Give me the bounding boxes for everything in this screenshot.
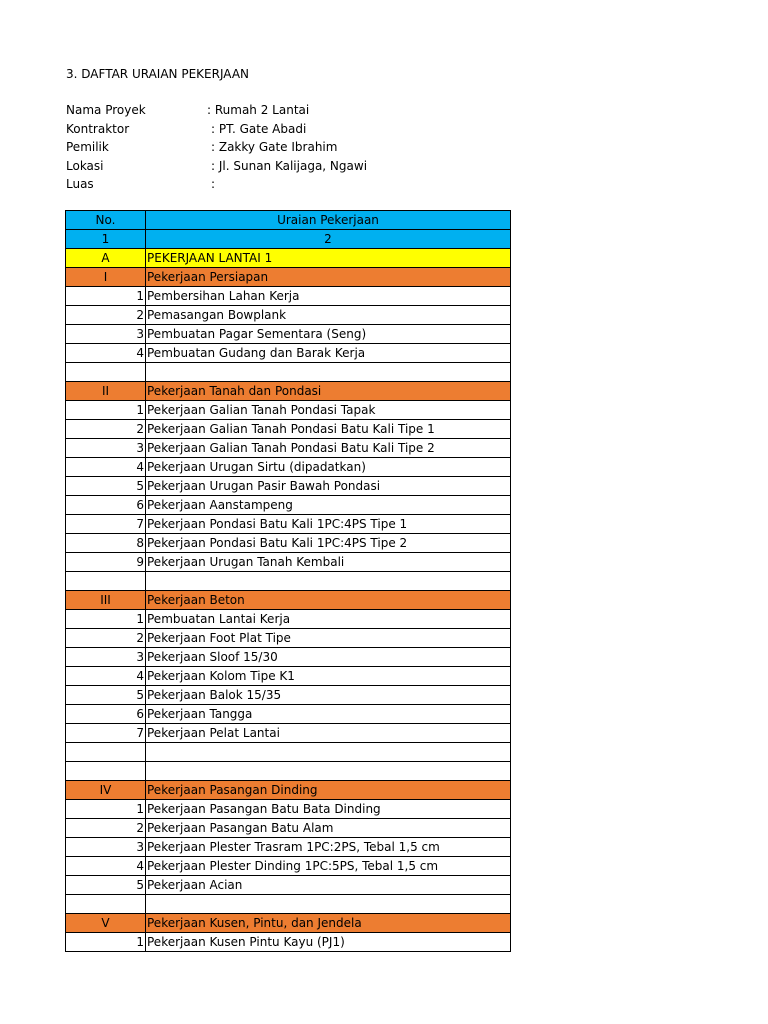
blank-row [66,762,511,781]
blank-row [66,363,511,382]
table-row [66,534,511,553]
section-row [66,591,511,610]
table-row [66,553,511,572]
info-value: : PT. Gate Abadi [211,121,307,136]
row-number: V [66,914,146,933]
info-value: : Zakky Gate Ibrahim [211,140,338,154]
row-description: Pekerjaan Pelat Lantai [146,724,511,743]
row-description: Pemasangan Bowplank [146,306,511,325]
row-description: Pekerjaan Kolom Tipe K1 [146,667,511,686]
table-row [66,686,511,705]
row-number: 1 [66,287,146,306]
row-number: 4 [66,344,146,363]
table-row [66,838,511,857]
row-number [66,572,146,591]
row-number: 9 [66,553,146,572]
row-number: 7 [66,724,146,743]
row-number: I [66,268,146,287]
table-row [66,724,511,743]
row-number: 2 [66,819,146,838]
section-row [66,268,511,287]
row-description: Pekerjaan Kusen Pintu Kayu (PJ1) [146,933,511,952]
row-description: Pekerjaan Aanstampeng [146,496,511,515]
row-number: 1 [66,933,146,952]
table-row [66,306,511,325]
table-row [66,705,511,724]
row-number: 2 [66,306,146,325]
row-number: 6 [66,705,146,724]
row-description: Pekerjaan Galian Tanah Pondasi Batu Kali Tipe 2 [146,439,511,458]
table-row [66,439,511,458]
table-row [66,496,511,515]
row-description: Pekerjaan Galian Tanah Pondasi Batu Kali Tipe 1 [146,420,511,439]
header-description: Uraian Pekerjaan [146,211,511,230]
row-description: Pekerjaan Persiapan [146,268,511,287]
row-number: A [66,249,146,268]
info-value: : [211,177,216,191]
row-description: Pembersihan Lahan Kerja [146,287,511,306]
row-number: IV [66,781,146,800]
column-number-row [66,230,511,249]
table-row [66,344,511,363]
row-description: Pekerjaan Urugan Sirtu (dipadatkan) [146,458,511,477]
blank-row [66,572,511,591]
row-number: 8 [66,534,146,553]
row-description: Pekerjaan Acian [146,876,511,895]
row-number: 2 [66,629,146,648]
row-number [66,762,146,781]
column-number-no: 1 [66,230,146,249]
table-row [66,629,511,648]
table-row [66,876,511,895]
info-label: Kontraktor [66,121,130,136]
section-row [66,249,511,268]
row-number: III [66,591,146,610]
row-description: Pekerjaan Tangga [146,705,511,724]
table-row [66,933,511,952]
info-value: : Rumah 2 Lantai [207,103,310,117]
document-title: 3. DAFTAR URAIAN PEKERJAAN [66,67,249,81]
row-description: Pekerjaan Pondasi Batu Kali 1PC:4PS Tipe 1 [146,515,511,534]
info-value: : Jl. Sunan Kalijaga, Ngawi [211,158,368,173]
row-number: 3 [66,838,146,857]
row-number [66,363,146,382]
row-description: Pembuatan Gudang dan Barak Kerja [146,344,511,363]
section-row [66,382,511,401]
row-description: Pekerjaan Balok 15/35 [146,686,511,705]
row-description: Pekerjaan Pasangan Dinding [146,781,511,800]
blank-row [66,743,511,762]
row-number [66,895,146,914]
row-number: II [66,382,146,401]
table-row [66,819,511,838]
blank-row [66,895,511,914]
table-row [66,325,511,344]
row-description: Pekerjaan Galian Tanah Pondasi Tapak [146,401,511,420]
table-row [66,610,511,629]
row-number: 1 [66,610,146,629]
row-description: Pekerjaan Plester Dinding 1PC:5PS, Tebal 1,5 cm [146,857,511,876]
row-number: 3 [66,439,146,458]
row-description [146,363,511,382]
row-number: 3 [66,648,146,667]
row-description [146,762,511,781]
row-description: Pekerjaan Pondasi Batu Kali 1PC:4PS Tipe 2 [146,534,511,553]
row-number: 2 [66,420,146,439]
table-row [66,800,511,819]
row-description [146,895,511,914]
column-number-description: 2 [146,230,511,249]
table-row [66,477,511,496]
row-description: Pekerjaan Sloof 15/30 [146,648,511,667]
row-number: 3 [66,325,146,344]
row-description: Pekerjaan Urugan Pasir Bawah Pondasi [146,477,511,496]
info-label: Nama Proyek [66,103,146,117]
row-description: Pekerjaan Kusen, Pintu, dan Jendela [146,914,511,933]
row-number: 1 [66,401,146,420]
row-number: 6 [66,496,146,515]
header-no: No. [66,211,146,230]
row-number: 5 [66,876,146,895]
table-row [66,857,511,876]
row-description: PEKERJAAN LANTAI 1 [146,249,511,268]
row-number: 7 [66,515,146,534]
row-number: 4 [66,458,146,477]
table-row [66,648,511,667]
row-number: 4 [66,667,146,686]
table-row [66,515,511,534]
row-number: 1 [66,800,146,819]
info-label: Pemilik [66,140,109,154]
table-row [66,667,511,686]
row-description: Pembuatan Pagar Sementara (Seng) [146,325,511,344]
row-description: Pekerjaan Tanah dan Pondasi [146,382,511,401]
row-description [146,572,511,591]
row-description: Pekerjaan Beton [146,591,511,610]
row-description: Pembuatan Lantai Kerja [146,610,511,629]
table-header-row [66,211,511,230]
info-label: Lokasi [66,158,104,173]
row-number: 5 [66,477,146,496]
row-description: Pekerjaan Pasangan Batu Alam [146,819,511,838]
row-description [146,743,511,762]
table-row [66,287,511,306]
row-number: 5 [66,686,146,705]
table-row [66,458,511,477]
row-description: Pekerjaan Urugan Tanah Kembali [146,553,511,572]
section-row [66,781,511,800]
work-schedule-table [65,210,511,952]
table-row [66,401,511,420]
info-label: Luas [66,177,94,191]
row-number: 4 [66,857,146,876]
row-description: Pekerjaan Foot Plat Tipe [146,629,511,648]
section-row [66,914,511,933]
row-description: Pekerjaan Pasangan Batu Bata Dinding [146,800,511,819]
table-row [66,420,511,439]
row-description: Pekerjaan Plester Trasram 1PC:2PS, Tebal 1,5 cm [146,838,511,857]
row-number [66,743,146,762]
